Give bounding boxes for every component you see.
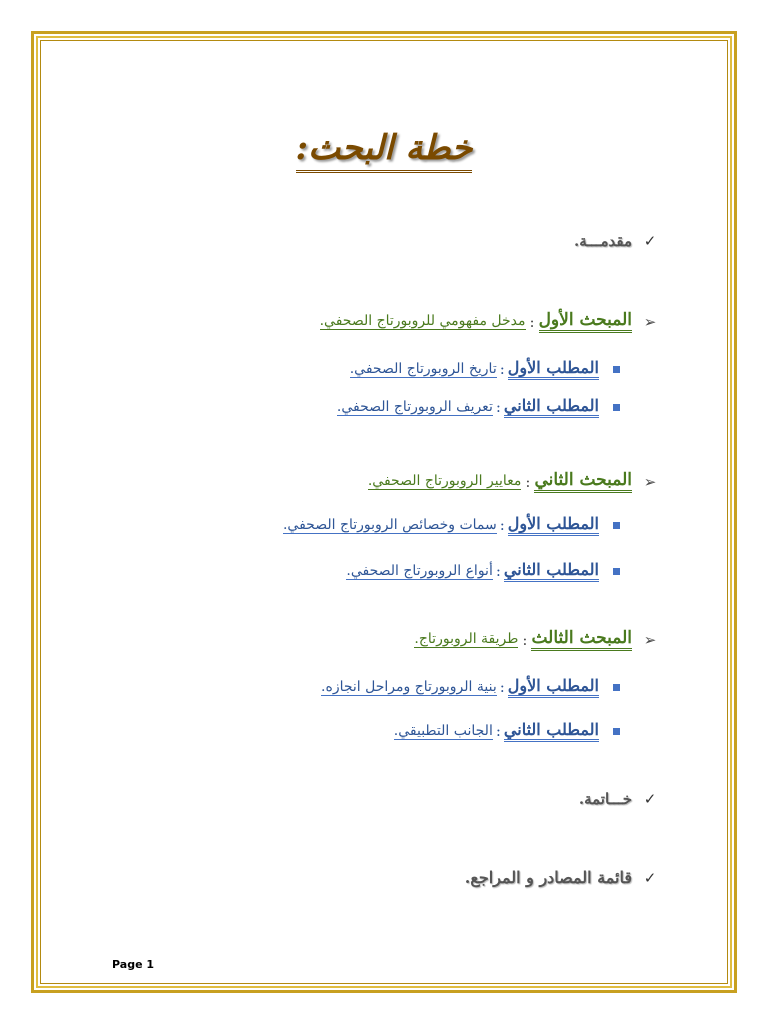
subsection-title: تاريخ الروبورتاج الصحفي. [349,360,497,377]
subsection-label: المطلب الأول [508,676,599,698]
subsection-label: المطلب الثاني [504,396,599,418]
colon: : [499,360,505,378]
subsection-title: سمات وخصائص الروبورتاج الصحفي. [282,516,497,533]
section-title: مدخل مفهومي للروبورتاج الصحفي. [319,313,526,329]
subsection-item [350,358,620,380]
subsection-label: المطلب الأول [508,358,599,380]
square-bullet-icon [613,366,620,373]
colon: : [495,722,501,740]
page-title [0,128,768,168]
page-title-text: خطة البحث: [296,128,473,173]
subsection-item [337,396,620,418]
section-title: طريقة الروبورتاج. [414,631,519,647]
colon: : [529,312,535,331]
square-bullet-icon [613,404,620,411]
subsection-title: بنية الروبورتاج ومراحل انجازه. [321,678,497,695]
subsection-label: المطلب الأول [508,514,599,536]
references-line [465,868,658,887]
square-bullet-icon [613,728,620,735]
subsection-label: المطلب الثاني [504,560,599,582]
section-label: المبحث الثاني [534,470,632,493]
colon: : [495,398,501,416]
section-heading [320,310,658,333]
section-heading [414,628,658,651]
conclusion-text: خـــاتمة. [578,790,632,808]
intro-text: مقدمـــة. [574,232,632,250]
subsection-item [283,514,620,536]
arrow-bullet-icon: ➢ [643,472,657,491]
subsection-label: المطلب الثاني [504,720,599,742]
checkmark-icon: ✓ [643,790,657,808]
arrow-bullet-icon: ➢ [643,312,657,331]
page-number: Page 1 [112,958,155,971]
colon: : [495,562,501,580]
page-border-inner [40,40,728,984]
subsection-title: أنواع الروبورتاج الصحفي. [346,562,493,579]
subsection-item [394,720,620,742]
arrow-bullet-icon: ➢ [643,630,657,649]
colon: : [499,516,505,534]
colon: : [525,472,531,491]
references-text: قائمة المصادر و المراجع. [464,868,632,887]
section-heading [368,470,658,493]
square-bullet-icon [613,522,620,529]
subsection-item [321,676,620,698]
checkmark-icon: ✓ [643,868,657,887]
section-label: المبحث الأول [539,310,632,333]
colon: : [499,678,505,696]
colon: : [522,630,528,649]
conclusion-line [579,790,658,808]
subsection-title: تعريف الروبورتاج الصحفي. [336,398,493,415]
intro-line [574,232,658,250]
subsection-title: الجانب التطبيقي. [393,722,493,739]
section-title: معايير الروبورتاج الصحفي. [367,473,522,489]
square-bullet-icon [613,684,620,691]
square-bullet-icon [613,568,620,575]
checkmark-icon: ✓ [643,232,657,250]
section-label: المبحث الثالث [531,628,632,651]
subsection-item [346,560,620,582]
